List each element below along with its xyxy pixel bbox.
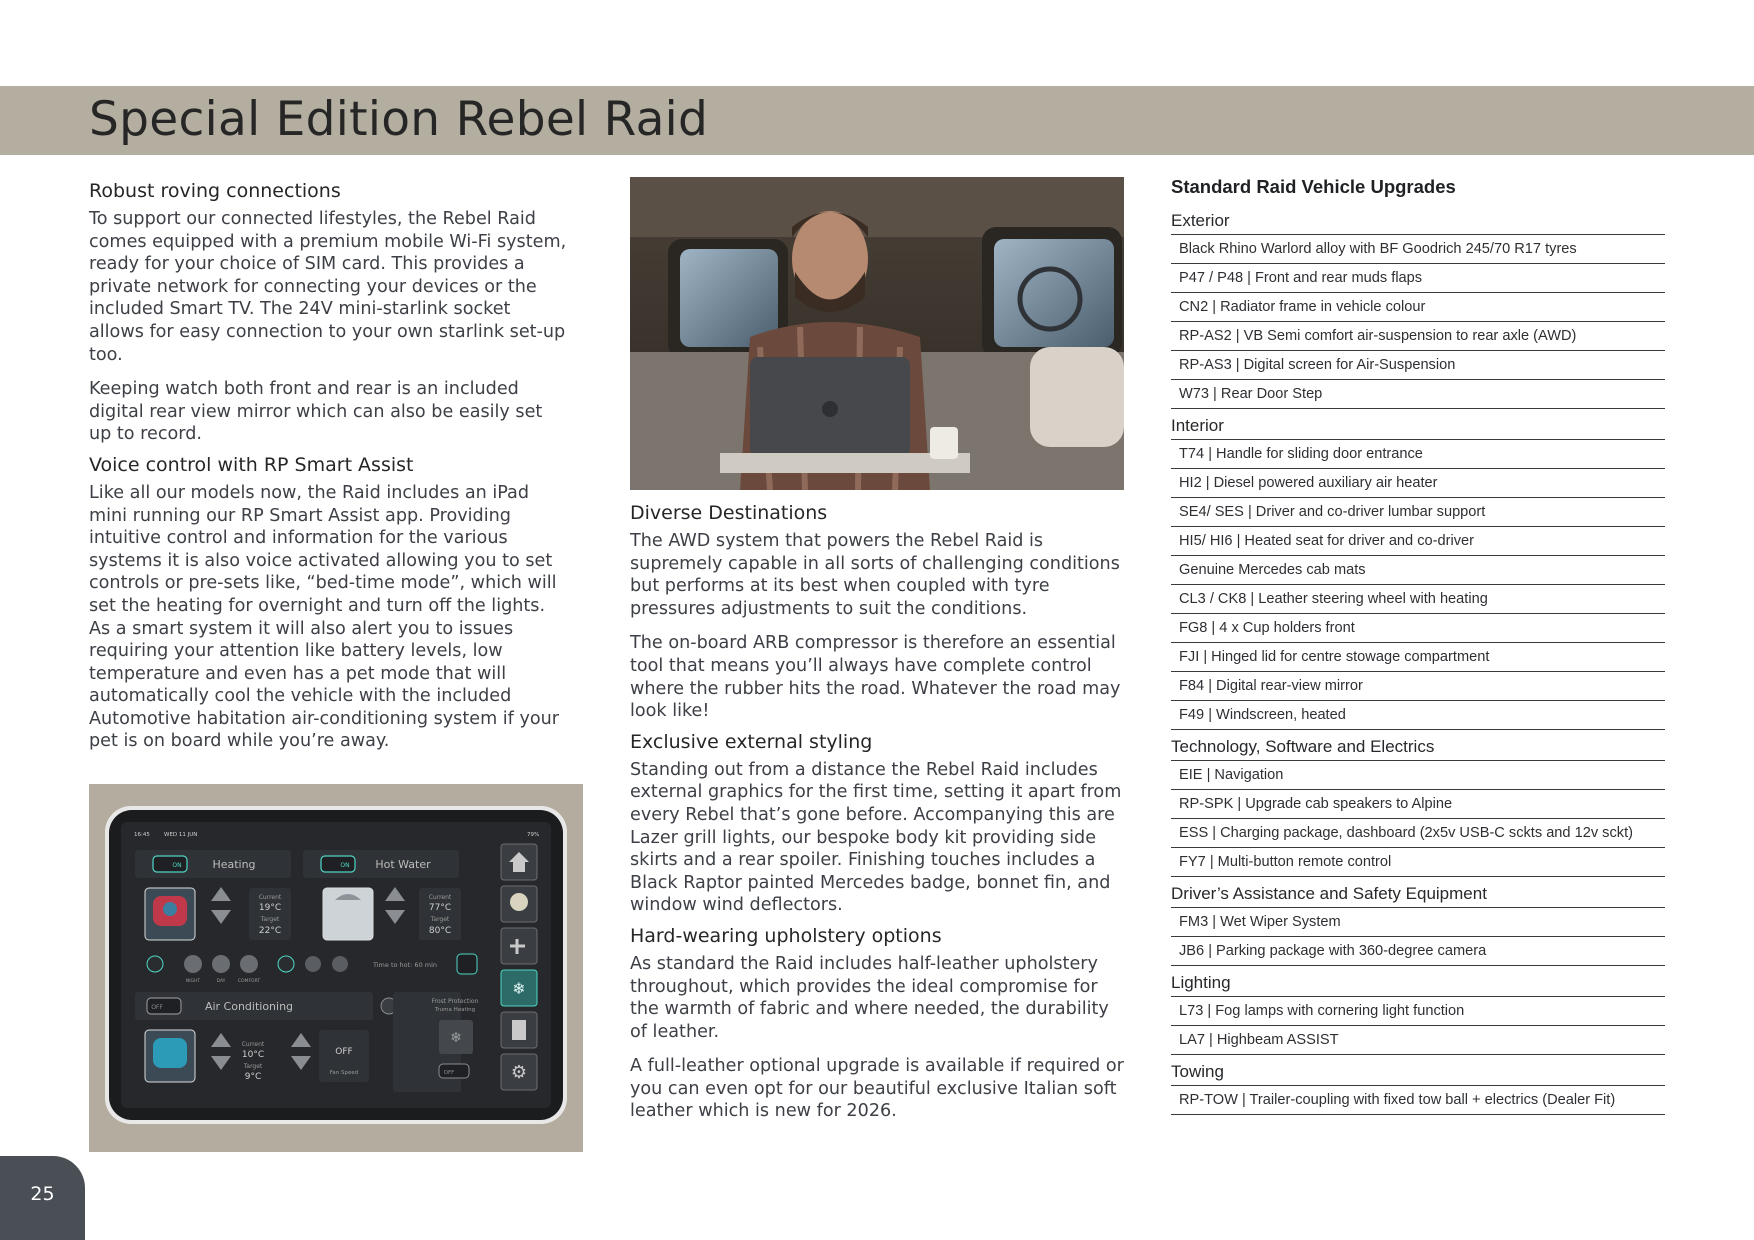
fan-icon — [147, 956, 163, 972]
svg-text:10°C: 10°C — [241, 1050, 265, 1060]
mode-night-button[interactable] — [184, 955, 202, 973]
svg-text:77°C: 77°C — [428, 903, 452, 913]
title-band — [0, 86, 1754, 155]
left-column — [89, 180, 569, 765]
upgrade-item: CL3 / CK8 | Leather steering wheel with heating — [1171, 585, 1665, 614]
page-title: Special Edition Rebel Raid — [89, 92, 709, 147]
time-to-hot: Time to hot: 60 min — [372, 961, 438, 969]
upgrade-item: RP-TOW | Trailer-coupling with fixed tow ball + electrics (Dealer Fit) — [1171, 1086, 1665, 1115]
upgrade-item: RP-AS2 | VB Semi comfort air-suspension to rear axle (AWD) — [1171, 322, 1665, 351]
man-with-laptop-photo — [630, 177, 1124, 490]
upgrade-item: RP-SPK | Upgrade cab speakers to Alpine — [1171, 790, 1665, 819]
upgrade-group-heading: Exterior — [1171, 204, 1665, 235]
paragraph: To support our connected lifestyles, the Rebel Raid comes equipped with a premium mobile Wi-Fi system, ready for your choice of SIM card. This provides a private network for connecting your devices or the included Smart TV. The 24V mini-starlink socket allows for easy connection to your own starlink set-up too. — [89, 209, 567, 365]
upgrade-item: ESS | Charging package, dashboard (2x5v USB-C sckts and 12v sckt) — [1171, 819, 1665, 848]
upgrade-item: F84 | Digital rear-view mirror — [1171, 672, 1665, 701]
paragraph: Like all our models now, the Raid includes an iPad mini running our RP Smart Assist app. Providing intuitive control and information for the various systems it is also voice activated allowing you to set controls or pre-sets like, “bed-time mode”, which will set the heating for overnight and turn off the lights. As a smart system it will also alert you to issues requiring your attention like battery levels, low temperature and even has a pet mode that will automatically cool the vehicle with the included Automotive habitation air-conditioning system if your pet is on board while you’re away. — [89, 482, 560, 752]
svg-text:ON: ON — [172, 862, 182, 869]
tablet-illustration — [89, 784, 583, 1152]
upgrade-groups — [1171, 204, 1665, 1115]
page-number-tab — [0, 1156, 85, 1240]
mode-day-button[interactable] — [212, 955, 230, 973]
upgrade-item: HI5/ HI6 | Heated seat for driver and co-driver — [1171, 527, 1665, 556]
upgrade-item: FY7 | Multi-button remote control — [1171, 848, 1665, 877]
svg-text:❄: ❄ — [512, 979, 526, 998]
upgrade-item: CN2 | Radiator frame in vehicle colour — [1171, 293, 1665, 322]
ac-unit-icon — [153, 1038, 187, 1068]
upgrade-item: HI2 | Diesel powered auxiliary air heater — [1171, 469, 1665, 498]
status-time: 16:45 — [134, 832, 150, 838]
heating-toggle[interactable] — [153, 856, 187, 872]
tablet-image — [89, 784, 583, 1152]
upgrade-item: FM3 | Wet Wiper System — [1171, 908, 1665, 937]
status-date: WED 11 JUN — [164, 832, 198, 838]
mode-button[interactable] — [332, 956, 348, 972]
upgrade-item: L73 | Fog lamps with cornering light function — [1171, 997, 1665, 1026]
hot-water-label: Hot Water — [375, 858, 431, 871]
frost-protection-panel — [393, 992, 479, 1092]
upgrade-item: W73 | Rear Door Step — [1171, 380, 1665, 409]
svg-text:ON: ON — [340, 862, 350, 869]
heating-label: Heating — [212, 858, 256, 871]
paragraph: The AWD system that powers the Rebel Raid is supremely capable in all sorts of challenging conditions but performs at its best when coupled with tyre pressures adjustments to suit the conditions. — [630, 531, 1120, 619]
upgrade-item: F49 | Windscreen, heated — [1171, 701, 1665, 730]
mode-comfort-button[interactable] — [240, 955, 258, 973]
upgrade-item: Genuine Mercedes cab mats — [1171, 556, 1665, 585]
middle-column — [630, 502, 1124, 1135]
ac-label: Air Conditioning — [204, 1000, 294, 1013]
upgrade-item: JB6 | Parking package with 360-degree camera — [1171, 937, 1665, 966]
upgrade-item: RP-AS3 | Digital screen for Air-Suspension — [1171, 351, 1665, 380]
upgrade-item: FG8 | 4 x Cup holders front — [1171, 614, 1665, 643]
upgrade-group-heading: Interior — [1171, 409, 1665, 440]
tap-icon[interactable] — [457, 954, 477, 974]
svg-text:9°C: 9°C — [244, 1072, 262, 1082]
section-heading: Hard-wearing upholstery options — [630, 924, 942, 947]
paragraph: As standard the Raid includes half-leather upholstery throughout, which provides the ideal compromise for the warmth of fabric and where needed, the durability of leather. — [630, 953, 1109, 1042]
svg-text:OFF: OFF — [443, 1070, 455, 1076]
paragraph: Keeping watch both front and rear is an included digital rear view mirror which can also be easily set up to record. — [89, 379, 543, 445]
svg-text:Truma Heating: Truma Heating — [434, 1007, 476, 1013]
svg-text:Current: Current — [241, 1041, 265, 1048]
svg-text:❄: ❄ — [450, 1030, 462, 1046]
upgrade-group-heading: Lighting — [1171, 966, 1665, 997]
svg-text:22°C: 22°C — [258, 926, 282, 936]
upgrades-title: Standard Raid Vehicle Upgrades — [1171, 176, 1456, 197]
svg-text:DAY: DAY — [216, 979, 226, 984]
upgrade-group-heading: Driver’s Assistance and Safety Equipment — [1171, 877, 1665, 908]
svg-text:NIGHT: NIGHT — [185, 979, 201, 984]
svg-text:Frost Protection: Frost Protection — [431, 998, 479, 1005]
svg-text:Target: Target — [260, 916, 280, 923]
upgrade-item: P47 / P48 | Front and rear muds flaps — [1171, 264, 1665, 293]
svg-text:Target: Target — [243, 1063, 263, 1070]
status-battery: 79% — [527, 832, 540, 838]
page-number: 25 — [30, 1183, 55, 1205]
upgrade-item: Black Rhino Warlord alloy with BF Goodrich 245/70 R17 tyres — [1171, 235, 1665, 264]
hot-water-toggle[interactable] — [321, 856, 355, 872]
section-heading: Voice control with RP Smart Assist — [89, 453, 414, 476]
svg-text:OFF: OFF — [151, 1004, 163, 1011]
section-heading: Diverse Destinations — [630, 502, 828, 524]
svg-text:COMFORT: COMFORT — [237, 979, 261, 984]
section-heading: Exclusive external styling — [630, 730, 873, 753]
section-heading: Robust roving connections — [89, 180, 341, 202]
svg-text:Target: Target — [430, 916, 450, 923]
upgrade-item: EIE | Navigation — [1171, 761, 1665, 790]
upgrade-item: T74 | Handle for sliding door entrance — [1171, 440, 1665, 469]
svg-text:⚙: ⚙ — [510, 1062, 528, 1083]
svg-text:Fan Speed: Fan Speed — [329, 1070, 359, 1076]
svg-text:Current: Current — [428, 894, 452, 901]
mode-button[interactable] — [305, 956, 321, 972]
power-mode-button[interactable] — [278, 956, 294, 972]
upgrade-group-heading: Technology, Software and Electrics — [1171, 730, 1665, 761]
svg-text:19°C: 19°C — [258, 903, 282, 913]
paragraph: Standing out from a distance the Rebel Raid includes external graphics for the first time, setting it apart from every Rebel that’s gone before. Accompanying this are Lazer grill lights, our bespoke body kit providing side skirts and a rear spoiler. Finishing touches includes a Black Raptor painted Mercedes badge, bonnet fin, and window wind deflectors. — [630, 759, 1122, 916]
photo-illustration — [630, 177, 1124, 490]
upgrade-item: SE4/ SES | Driver and co-driver lumbar support — [1171, 498, 1665, 527]
paragraph: The on-board ARB compressor is therefore an essential tool that means you’ll always have complete control where the rubber hits the road. Whatever the road may look like! — [630, 633, 1121, 722]
upgrade-item: LA7 | Highbeam ASSIST — [1171, 1026, 1665, 1055]
svg-text:80°C: 80°C — [428, 926, 452, 936]
svg-text:Current: Current — [258, 894, 282, 901]
fan-speed-value: OFF — [335, 1047, 353, 1057]
paragraph: A full-leather optional upgrade is available if required or you can even opt for our beautiful exclusive Italian soft leather which is new for 2026. — [630, 1056, 1124, 1122]
upgrade-group-heading: Towing — [1171, 1055, 1665, 1086]
upgrades-panel — [1171, 176, 1665, 1115]
upgrade-item: FJI | Hinged lid for centre stowage compartment — [1171, 643, 1665, 672]
